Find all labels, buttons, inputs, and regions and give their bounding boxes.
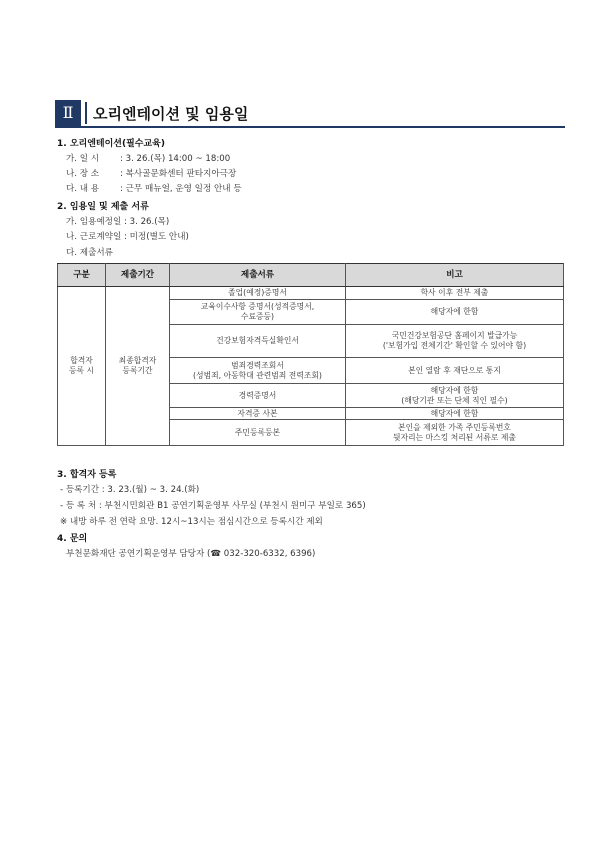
document-cell: 자격증 사본 [170,408,346,420]
contact-info: 부천문화재단 공연기획운영부 담당자 (☎ 032-320-6332, 6396) [66,549,316,559]
table-header-row [58,264,564,287]
document-cell: 졸업(예정)증명서 [170,287,346,300]
document-cell: 주민등록등본 [170,420,346,446]
section-title: 오리엔테이션 및 임용일 [93,105,249,123]
contact-heading: 4. 문의 [57,534,88,544]
header-divider [85,102,87,124]
header-category: 구분 [58,264,106,287]
note-cell: 해당자에 한함 (해당기관 또는 단체 직인 필수) [346,384,564,408]
orientation-date: 가. 일 시 : 3. 26.(목) 14:00 ~ 18:00 [66,154,231,164]
documents-table [57,263,564,446]
orientation-content: 다. 내 용 : 근무 매뉴얼, 운영 일정 안내 등 [66,184,242,194]
document-cell: 경력증명서 [170,384,346,408]
table-row [58,287,564,300]
note-cell: 해당자에 한함 [346,300,564,325]
category-cell: 합격자 등록 시 [58,287,106,446]
registration-place: - 등 록 처 : 부천시민회관 B1 공연기획운영부 사무실 (부천시 원미구 부일로 365) [60,501,366,511]
document-cell: 범죄경력조회서 (성범죄, 아동학대 관련범죄 전력조회) [170,358,346,384]
orientation-heading: 1. 오리엔테이션(필수교육) [57,139,165,149]
header-period: 제출기간 [106,264,170,287]
document-cell: 건강보험자격득실확인서 [170,325,346,358]
section-header [55,100,565,128]
registration-heading: 3. 합격자 등록 [57,470,117,480]
header-notes: 비고 [346,264,564,287]
note-cell: 국민건강보험공단 홈페이지 발급가능 ('보험가입 전체기간' 확인할 수 있어야 함) [346,325,564,358]
registration-note: ※ 내방 하루 전 연락 요망. 12시~13시는 점심시간으로 등록시간 제외 [60,517,323,527]
note-cell: 해당자에 한함 [346,408,564,420]
orientation-place: 나. 장 소 : 복사골문화센터 판타지아극장 [66,169,237,179]
note-cell: 학사 이후 전부 제출 [346,287,564,300]
header-documents: 제출서류 [170,264,346,287]
documents-label: 다. 제출서류 [66,248,113,258]
appointment-heading: 2. 임용일 및 제출 서류 [57,202,149,212]
period-cell: 최종합격자 등록기간 [106,287,170,446]
registration-period: - 등록기간 : 3. 23.(월) ~ 3. 24.(화) [60,485,200,495]
note-cell: 본인을 제외한 가족 주민등록번호 뒷자리는 마스킹 처리된 서류로 제출 [346,420,564,446]
contract-date: 나. 근로계약일 : 미정(별도 안내) [66,232,189,242]
appointment-date: 가. 임용예정일 : 3. 26.(목) [66,217,170,227]
section-number-box: Ⅱ [55,100,81,126]
document-cell: 교육이수사항 증명서(성적증명서, 수료증등) [170,300,346,325]
note-cell: 본인 열람 후 재단으로 통지 [346,358,564,384]
